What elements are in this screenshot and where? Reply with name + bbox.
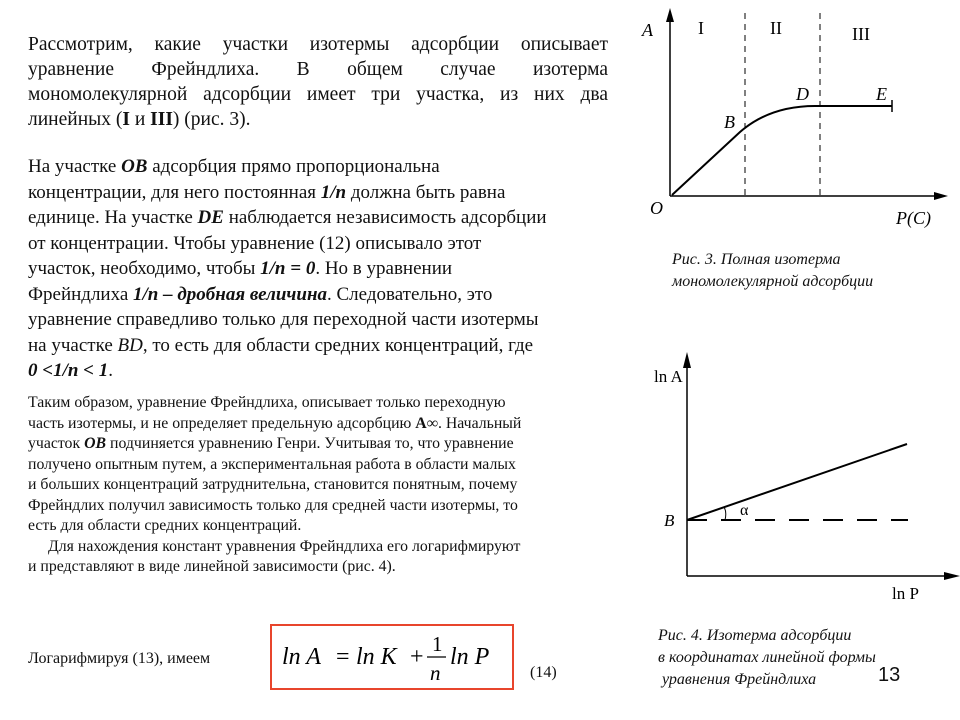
text-run: на участке xyxy=(28,334,118,356)
text-line: мономолекулярной адсорбции имеет три участка, из них два xyxy=(28,84,608,105)
text-run-bold: III xyxy=(150,109,173,130)
point-label-d: D xyxy=(796,84,809,104)
text-run-bold: DE xyxy=(197,207,224,228)
freundlich-log-formula xyxy=(272,626,512,688)
page-number: 13 xyxy=(878,664,901,686)
formula-denominator: n xyxy=(430,661,441,685)
text-run: . xyxy=(108,360,113,381)
text-run: наблюдается независимость адсорбции xyxy=(223,207,547,228)
text-line xyxy=(28,358,618,384)
text-line xyxy=(28,107,608,132)
caption-line: уравнения Фрейндлиха xyxy=(658,671,817,688)
x-axis-arrow xyxy=(944,572,960,580)
angle-arc xyxy=(724,507,726,520)
text-run-bold: OB xyxy=(121,156,148,177)
y-axis-label: ln A xyxy=(654,367,683,386)
formula-numerator: 1 xyxy=(432,632,443,656)
text-line xyxy=(28,180,618,206)
text-run: часть изотермы, и не определяет предельную адсорбцию xyxy=(28,414,416,432)
text-run-bold: 1/n – дробная величина xyxy=(133,283,327,305)
text-run-bold: 0 <1/n < 1 xyxy=(28,360,109,381)
text-run: и xyxy=(129,109,151,130)
text-run: , то есть для области средних концентраций, где xyxy=(142,334,534,356)
text-run-italic: BD xyxy=(117,334,143,356)
text-run: ) (рис. 3). xyxy=(172,109,251,130)
regression-line xyxy=(687,444,907,520)
text-line: Рассмотрим, какие участки изотермы адсорбции описывает xyxy=(28,34,608,55)
text-run-bold: 1/n = 0 xyxy=(260,258,316,279)
caption-line: в координатах линейной формы xyxy=(658,649,876,666)
y-axis-label: A xyxy=(642,20,653,40)
text-run: участок xyxy=(28,435,85,452)
caption-line: Рис. 3. Полная изотерма xyxy=(672,251,841,268)
text-line xyxy=(28,154,618,180)
text-run-bold: I xyxy=(122,109,130,130)
figure-4-caption xyxy=(658,625,876,691)
text-run: должна быть равна xyxy=(346,181,506,203)
text-line xyxy=(28,333,618,359)
text-line: Фрейндлих получил зависимость только для средней части изотермы, то xyxy=(28,496,518,514)
text-line xyxy=(28,414,613,435)
y-axis-arrow xyxy=(666,8,674,22)
text-run: На участке xyxy=(28,156,122,177)
text-line: от концентрации. Чтобы уравнение (12) описывало этот xyxy=(28,232,482,254)
text-line: и больших концентраций затруднительна, становится понятным, почему xyxy=(28,476,518,493)
text-line xyxy=(28,434,613,455)
x-axis-label: P(C) xyxy=(896,208,931,228)
text-run: единице. На участке xyxy=(28,207,198,228)
formula-plus: + xyxy=(410,644,424,670)
y-axis-arrow xyxy=(683,352,691,368)
formula-box xyxy=(270,624,514,690)
text-run: участок, необходимо, чтобы xyxy=(28,258,261,279)
text-run: линейных ( xyxy=(28,109,123,130)
equation-number: (14) xyxy=(530,664,557,681)
formula-term-lnk: ln K xyxy=(356,644,397,670)
text-run: . Но в уравнении xyxy=(315,258,453,279)
figure-4-linear-isotherm xyxy=(630,340,960,620)
x-axis-label: ln P xyxy=(892,584,919,603)
formula-lhs: ln A xyxy=(282,644,321,670)
text-line xyxy=(28,282,618,308)
text-line: Таким образом, уравнение Фрейндлиха, описывает только переходную xyxy=(28,394,506,411)
text-run-bold: 1/n xyxy=(320,181,347,203)
region-label: III xyxy=(852,24,870,44)
text-line xyxy=(28,256,618,282)
region-label: I xyxy=(698,18,704,38)
angle-label: α xyxy=(740,502,749,519)
region-label: II xyxy=(770,18,782,38)
isotherm-curve xyxy=(672,106,892,195)
text-line: и представляют в виде линейной зависимости (рис. 4). xyxy=(28,558,396,575)
text-run: адсорбция прямо пропорциональна xyxy=(147,156,440,177)
caption-line: Рис. 4. Изотерма адсорбции xyxy=(658,627,852,644)
text-line: Для нахождения констант уравнения Фрейндлиха его логарифмируют xyxy=(48,537,521,555)
origin-label: O xyxy=(650,198,663,218)
text-run: подчиняется уравнению Генри. Учитывая то, что уравнение xyxy=(106,435,514,452)
paragraph-intro xyxy=(28,32,608,132)
formula-lead-text: Логарифмируя (13), имеем xyxy=(28,650,211,667)
text-line: получено опытным путем, а экспериментальная работа в области малых xyxy=(28,455,516,473)
text-run-bold: А∞ xyxy=(415,414,438,432)
x-axis-arrow xyxy=(934,192,948,200)
point-label-b: B xyxy=(664,511,675,530)
caption-line: мономолекулярной адсорбции xyxy=(672,273,874,290)
text-line: есть для области средних концентраций. xyxy=(28,517,302,534)
formula-equals: = xyxy=(336,644,350,670)
text-run-bold: OB xyxy=(84,435,107,452)
paragraph-ob-de xyxy=(28,154,618,384)
point-label-b: B xyxy=(724,112,735,132)
text-run: концентрации, для него постоянная xyxy=(28,181,321,203)
text-run: Фрейндлиха xyxy=(28,283,134,305)
point-label-e: E xyxy=(876,84,887,104)
figure-3-caption xyxy=(672,249,873,293)
paragraph-conclusion xyxy=(28,393,613,578)
text-run: . Начальный xyxy=(437,414,522,432)
text-line xyxy=(28,205,618,231)
text-run: . Следовательно, это xyxy=(327,283,493,305)
text-line: уравнение справедливо только для переходной части изотермы xyxy=(28,309,539,330)
text-line: уравнение Фрейндлиха. В общем случае изотерма xyxy=(28,59,608,80)
formula-term-lnp: ln P xyxy=(450,644,490,670)
